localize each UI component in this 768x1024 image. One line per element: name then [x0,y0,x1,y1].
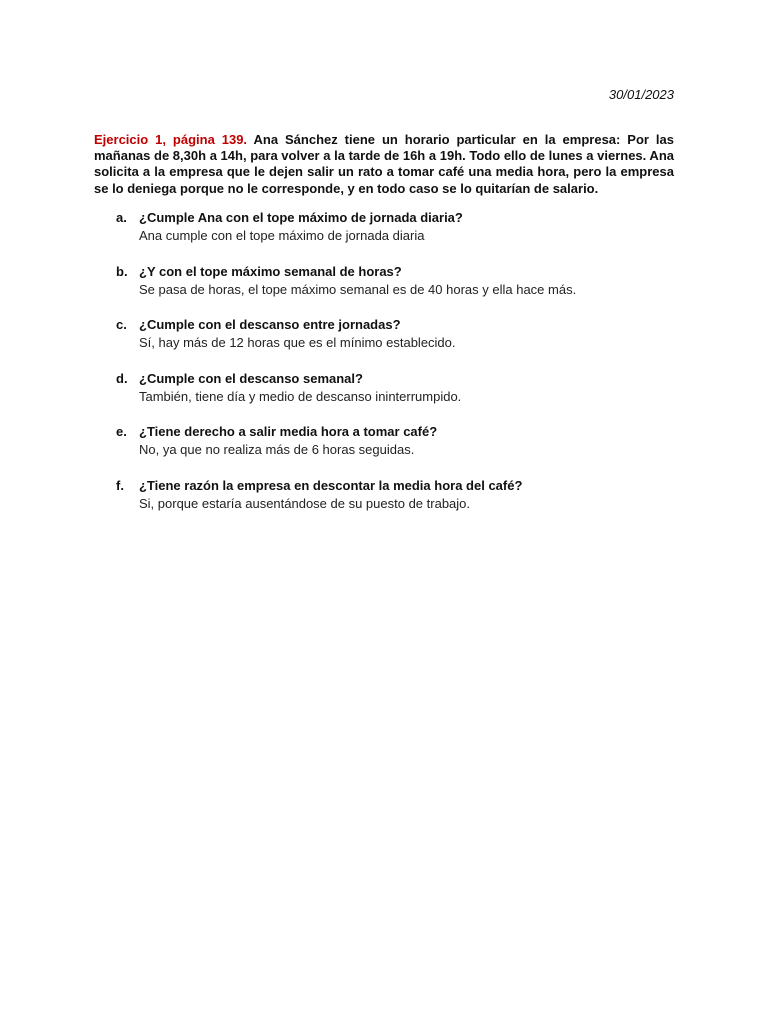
question-letter: c. [116,317,127,332]
question-item-e [94,423,674,477]
question-text: ¿Cumple con el descanso semanal? [139,370,363,386]
question-letter: f. [116,477,124,493]
question-text: ¿Tiene derecho a salir media hora a tomar café? [139,424,438,439]
document-date: 30/01/2023 [608,87,674,102]
answer-text: También, tiene día y medio de descanso ininterrumpido. [139,388,462,404]
question-text: ¿Y con el tope máximo semanal de horas? [139,263,402,279]
answer-text: Ana cumple con el tope máximo de jornada diaria [139,228,425,243]
question-item-f [94,477,674,531]
question-item-c [94,316,674,370]
exercise-reference: Ejercicio 1, página 139. [94,132,248,147]
question-letter: b. [116,263,128,279]
question-item-d [94,370,674,424]
question-letter: a. [116,210,127,225]
exercise-statement [94,132,674,197]
question-text: ¿Cumple Ana con el tope máximo de jornada diaria? [139,210,463,225]
question-text: ¿Tiene razón la empresa en descontar la media hora del café? [139,477,523,493]
question-list [94,209,674,530]
exercise-text: Ana Sánchez tiene un horario particular en la empresa: Por las mañanas de 8,30h a 14h, para volver a la tarde de 16h a 19h. Todo ello de lunes a viernes. Ana solicita a la empresa que le dejen salir un rato a tomar café una media hora, pero la empresa se lo deniega porque no le corresponde, y en todo caso se lo quitarían de salario. [94,132,674,196]
answer-text: Se pasa de horas, el tope máximo semanal es de 40 horas y ella hace más. [139,281,577,297]
answer-text: Si, porque estaría ausentándose de su puesto de trabajo. [139,495,471,511]
question-letter: e. [116,424,127,439]
answer-text: Sí, hay más de 12 horas que es el mínimo establecido. [139,335,456,350]
question-text: ¿Cumple con el descanso entre jornadas? [139,317,401,332]
question-item-b [94,263,674,317]
answer-text: No, ya que no realiza más de 6 horas seguidas. [139,442,415,457]
question-letter: d. [116,370,128,386]
question-item-a [94,209,674,263]
